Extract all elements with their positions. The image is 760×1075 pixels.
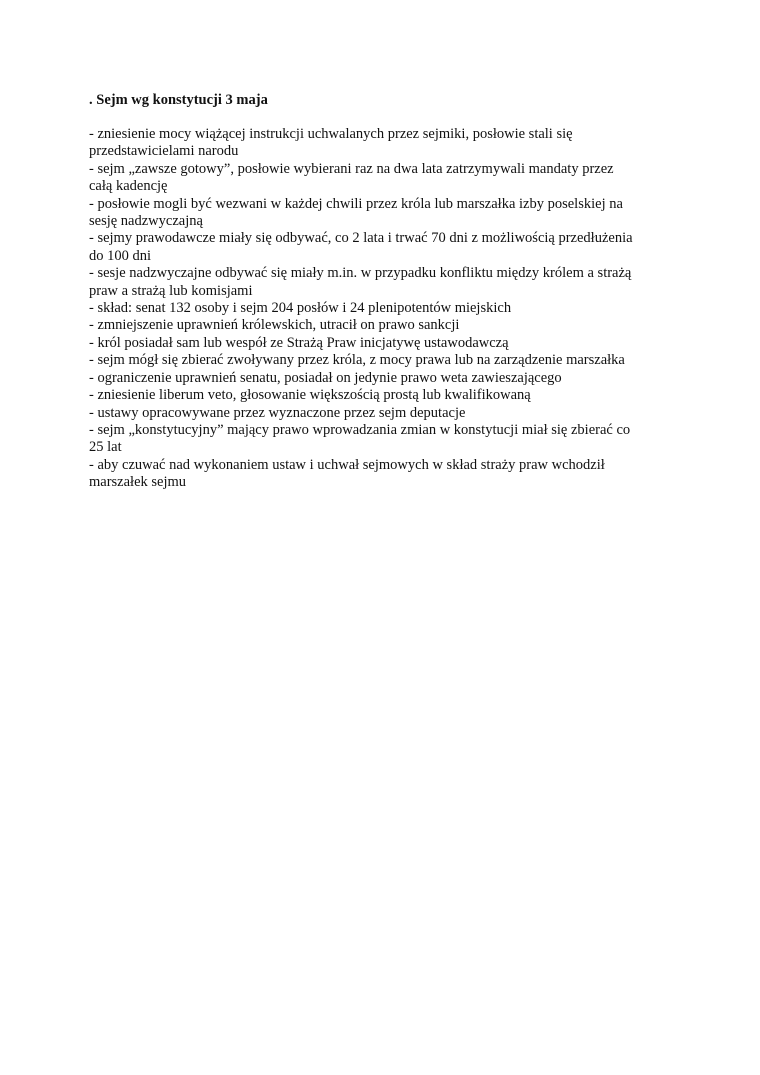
text-line: - sejm „konstytucyjny” mający prawo wprowadzania zmian w konstytucji miał się zbierać co xyxy=(89,421,631,438)
text-line: do 100 dni xyxy=(89,247,152,264)
text-line: - ograniczenie uprawnień senatu, posiadał on jedynie prawo weta zawieszającego xyxy=(89,369,562,386)
text-line: - posłowie mogli być wezwani w każdej chwili przez króla lub marszałka izby poselskiej na xyxy=(89,195,623,212)
text-line: - sejmy prawodawcze miały się odbywać, co 2 lata i trwać 70 dni z możliwością przedłużenia xyxy=(89,230,633,247)
text-line: sesję nadzwyczajną xyxy=(89,213,203,230)
text-line: całą kadencję xyxy=(89,178,168,195)
text-line: - zniesienie liberum veto, głosowanie większością prostą lub kwalifikowaną xyxy=(89,387,531,404)
text-line: - zmniejszenie uprawnień królewskich, utracił on prawo sankcji xyxy=(89,317,460,334)
text-line: - sejm mógł się zbierać zwoływany przez króla, z mocy prawa lub na zarządzenie marszałka xyxy=(89,352,625,369)
text-line: - skład: senat 132 osoby i sejm 204 posłów i 24 plenipotentów miejskich xyxy=(89,300,512,317)
text-line: 25 lat xyxy=(89,439,122,456)
document-content xyxy=(89,91,679,492)
document-title: . Sejm wg konstytucji 3 maja xyxy=(89,92,268,108)
text-block xyxy=(89,126,679,492)
text-line: marszałek sejmu xyxy=(89,474,187,491)
text-line: przedstawicielami narodu xyxy=(89,143,239,160)
text-line: - aby czuwać nad wykonaniem ustaw i uchwał sejmowych w skład straży praw wchodził xyxy=(89,456,605,473)
text-line: - zniesienie mocy wiążącej instrukcji uchwalanych przez sejmiki, posłowie stali się xyxy=(89,126,573,142)
text-line: - sejm „zawsze gotowy”, posłowie wybierani raz na dwa lata zatrzymywali mandaty przez xyxy=(89,160,614,177)
text-line: - sesje nadzwyczajne odbywać się miały m.in. w przypadku konfliktu między królem a strażą xyxy=(89,265,632,282)
text-line: - król posiadał sam lub wespół ze Strażą Praw inicjatywę ustawodawczą xyxy=(89,334,509,351)
text-line: praw a strażą lub komisjami xyxy=(89,282,253,299)
text-line: - ustawy opracowywane przez wyznaczone przez sejm deputacje xyxy=(89,404,466,421)
